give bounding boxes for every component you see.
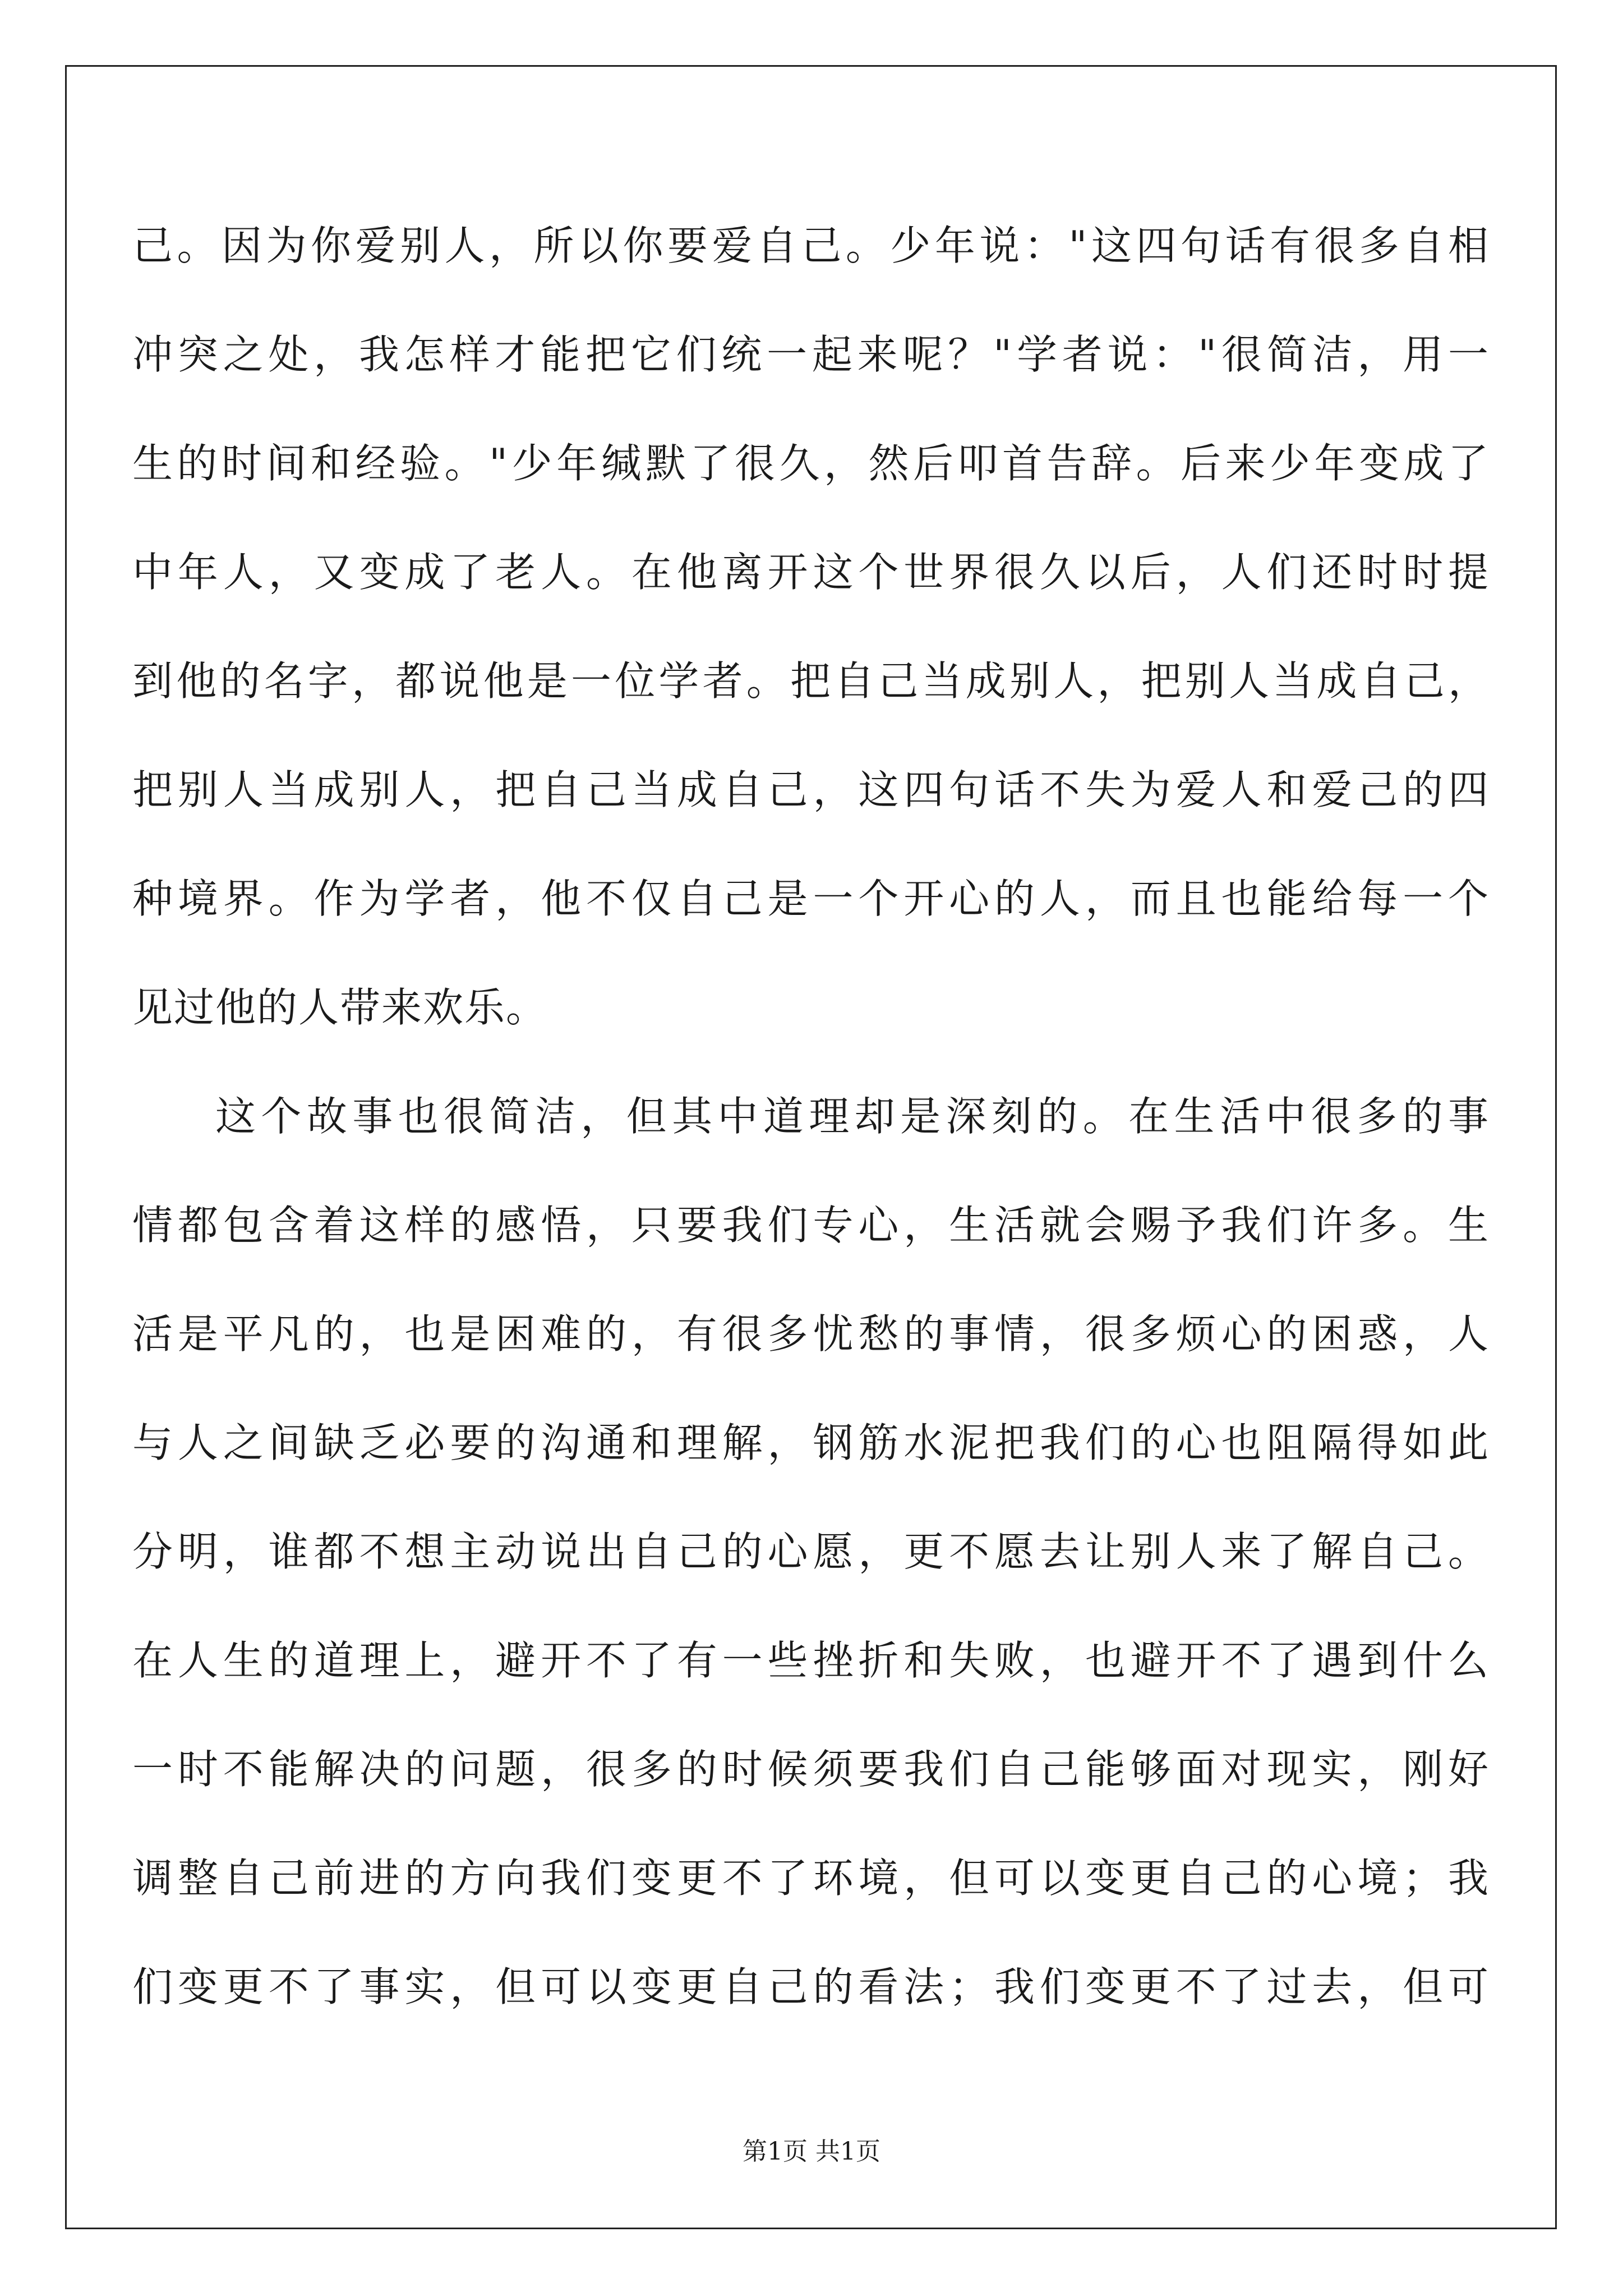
paragraph2-line: 调整自己前进的方向我们变更不了环境，但可以变更自己的心境；我 (132, 1855, 1490, 1902)
paragraph2-line: 与人之间缺乏必要的沟通和理解，钢筋水泥把我们的心也阻隔得如此 (132, 1419, 1490, 1466)
paragraph1-line: 见过他的人带来欢乐。 (132, 984, 548, 1031)
paragraph1-line: 中年人，又变成了老人。在他离开这个世界很久以后，人们还时时提 (132, 549, 1490, 596)
paragraph1-line: 种境界。作为学者，他不仅自己是一个开心的人，而且也能给每一个 (132, 875, 1490, 922)
paragraph1-line: 生的时间和经验。"少年缄默了很久，然后叩首告辞。后来少年变成了 (132, 440, 1490, 487)
page-number-footer: 第1页 共1页 (743, 2137, 880, 2166)
paragraph2-line: 在人生的道理上，避开不了有一些挫折和失败，也避开不了遇到什么 (132, 1637, 1490, 1684)
paragraph1-line: 己。因为你爱别人，所以你要爱自己。少年说："这四句话有很多自相 (132, 222, 1490, 269)
paragraph1-line: 把别人当成别人，把自己当成自己，这四句话不失为爱人和爱己的四 (132, 766, 1490, 813)
paragraph2-line: 分明，谁都不想主动说出自己的心愿，更不愿去让别人来了解自己。 (132, 1528, 1490, 1575)
paragraph2-line: 活是平凡的，也是困难的，有很多忧愁的事情，很多烦心的困惑，人 (132, 1310, 1490, 1358)
paragraph2-line: 这个故事也很简洁，但其中道理却是深刻的。在生活中很多的事 (215, 1093, 1490, 1140)
paragraph2-line: 一时不能解决的问题，很多的时候须要我们自己能够面对现实，刚好 (132, 1746, 1490, 1793)
paragraph2-line: 们变更不了事实，但可以变更自己的看法；我们变更不了过去，但可 (132, 1963, 1490, 2010)
paragraph2-line: 情都包含着这样的感悟，只要我们专心，生活就会赐予我们许多。生 (132, 1202, 1490, 1249)
paragraph1-line: 冲突之处，我怎样才能把它们统一起来呢？"学者说："很简洁，用一 (132, 331, 1490, 378)
paragraph1-line: 到他的名字，都说他是一位学者。把自己当成别人，把别人当成自己， (132, 657, 1490, 705)
